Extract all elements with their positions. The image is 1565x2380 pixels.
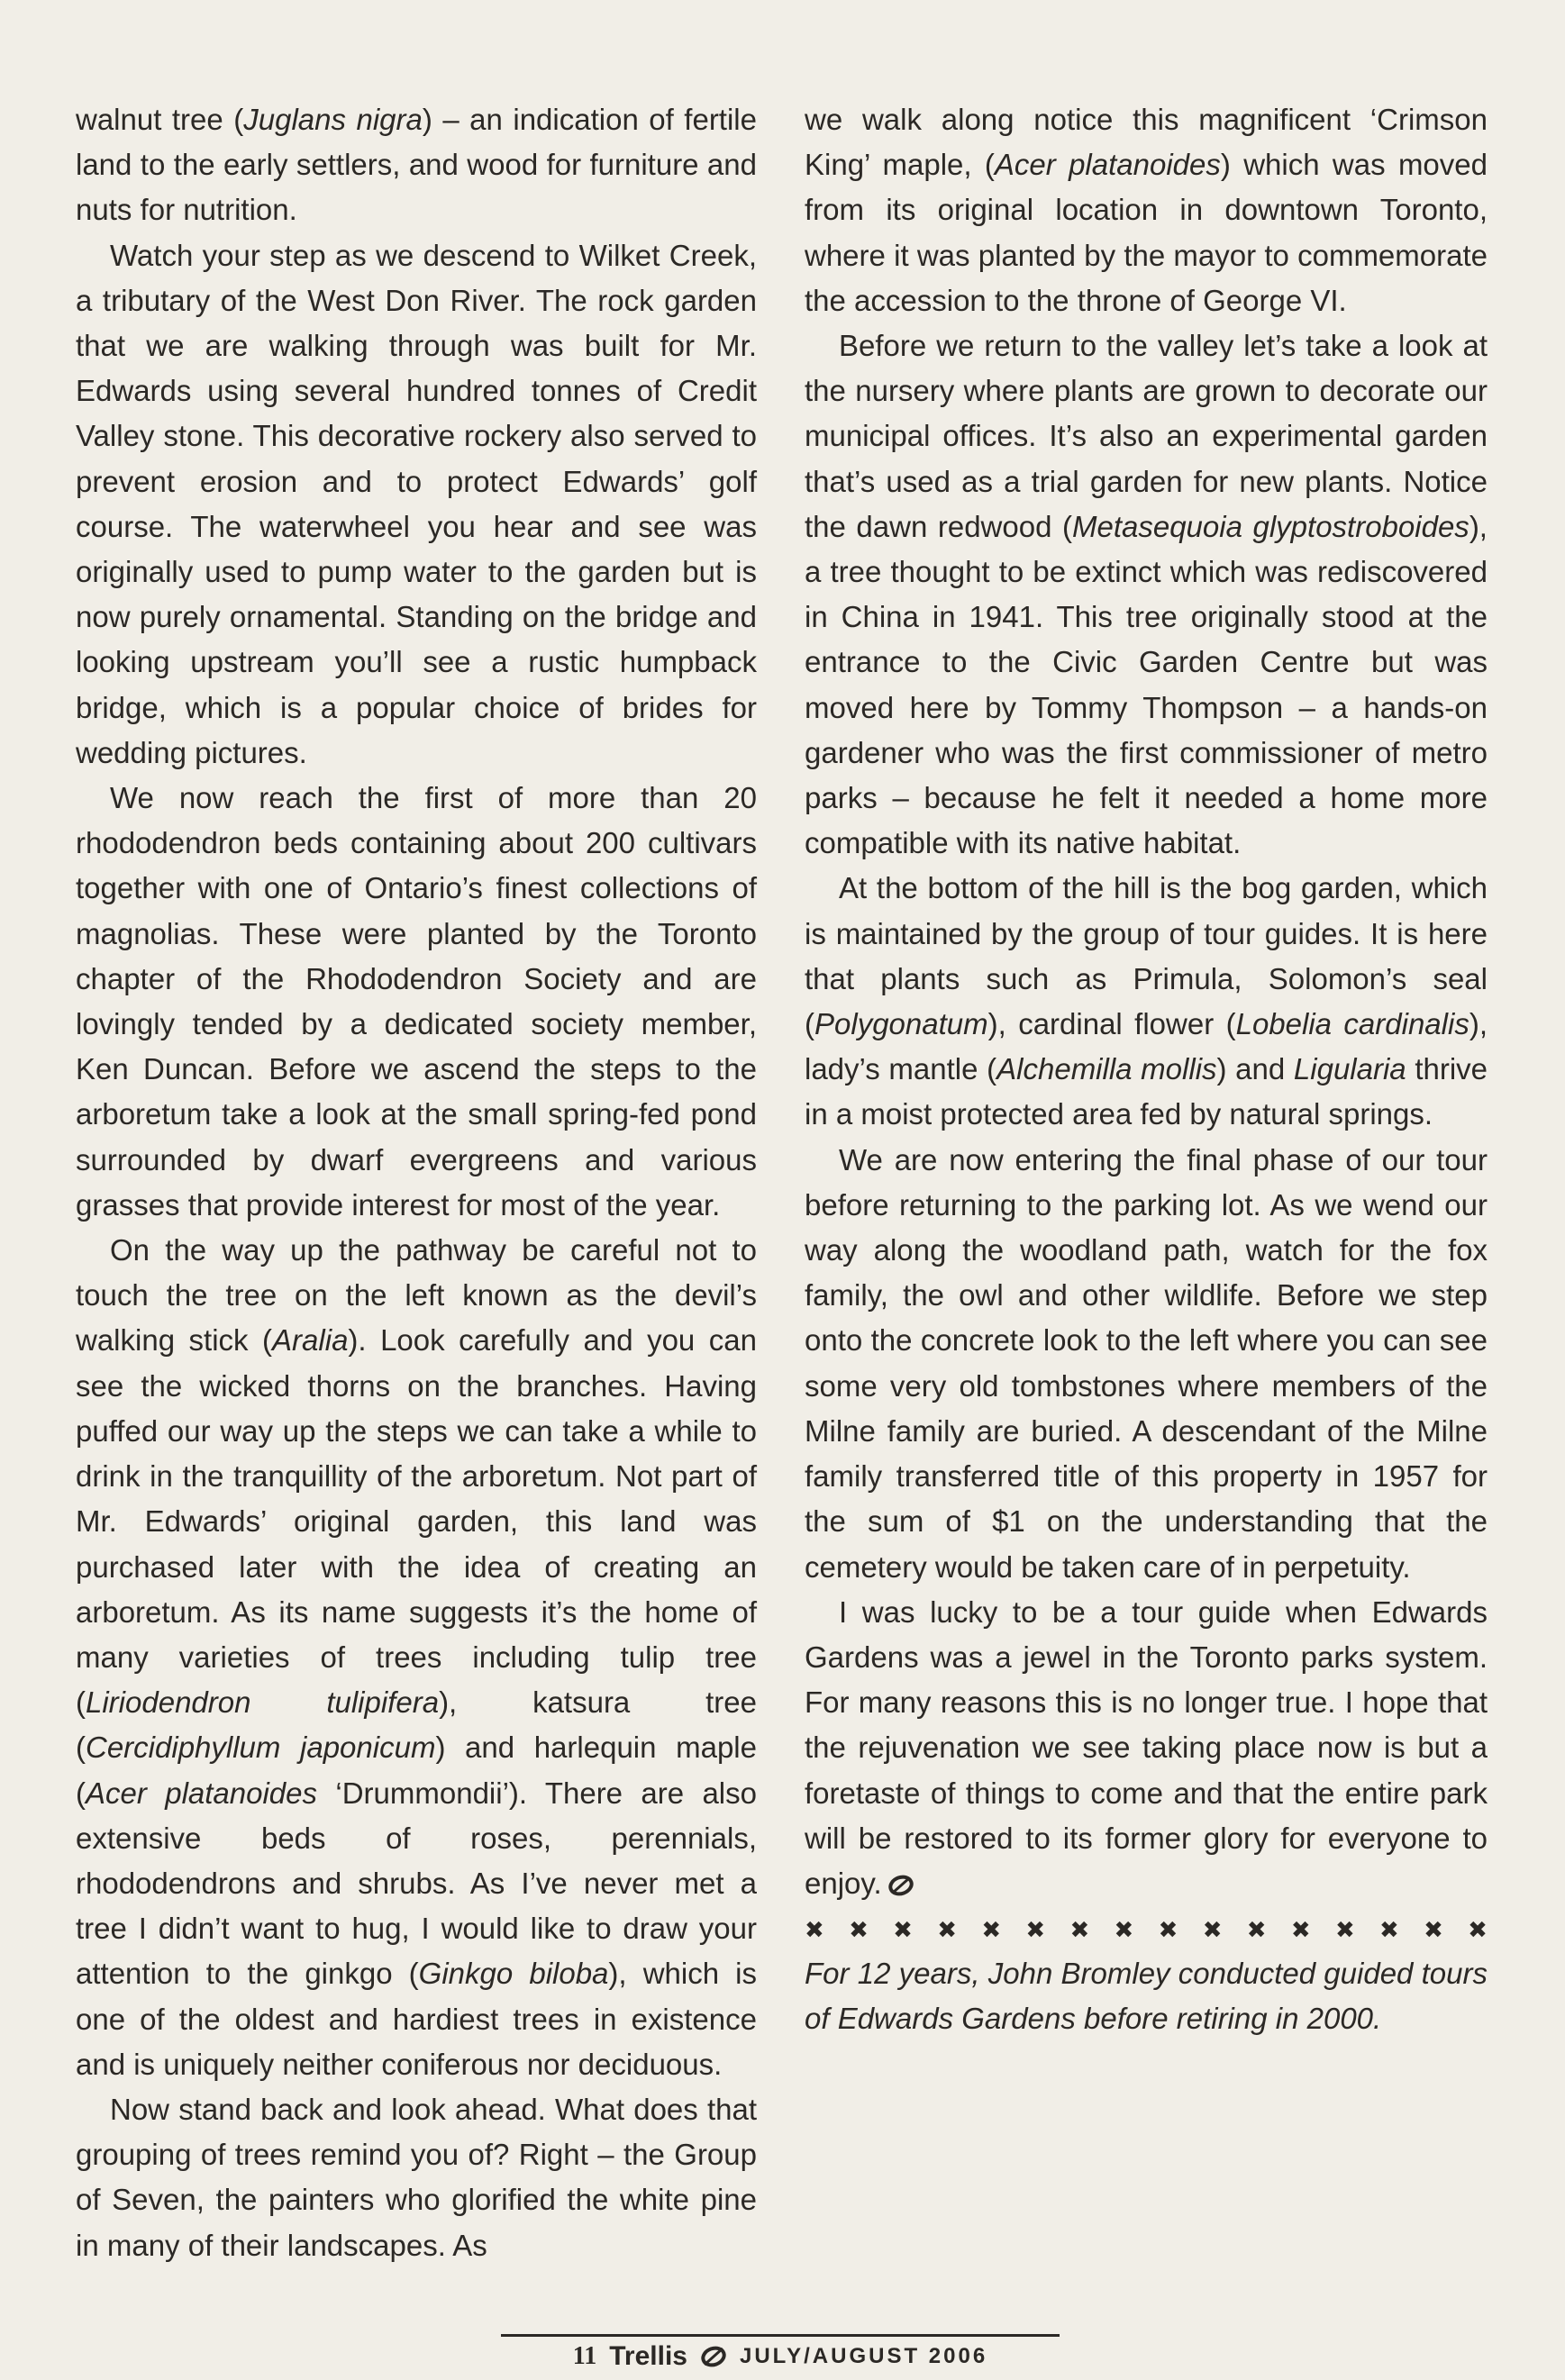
divider-ornament-icon: ✖ bbox=[805, 1916, 824, 1944]
divider-ornament-icon: ✖ bbox=[1290, 1916, 1311, 1944]
divider-ornament-icon: ✖ bbox=[1114, 1916, 1134, 1944]
divider-ornament-icon: ✖ bbox=[1246, 1916, 1267, 1944]
right-column bbox=[805, 97, 1488, 2042]
divider-ornament-icon: ✖ bbox=[1069, 1916, 1090, 1944]
paragraph: Before we return to the valley let’s take a look at the nursery where plants are grown to decorate our municipal offices. It’s also an experimental garden that’s used as a trial garden for new plants. Notice the dawn redwood (Metasequoia glyptostroboides), a tree thought to be extinct which was rediscovered in China in 1941. This tree originally stood at the entrance to the Civic Garden Centre but was moved here by Tommy Thompson – a hands-on gardener who was the first commissioner of metro parks – because he felt it needed a home more compatible with its native habitat. bbox=[805, 329, 1488, 860]
trellis-leaf-icon bbox=[700, 2345, 727, 2368]
left-column bbox=[76, 97, 757, 2268]
divider-ornament-icon: ✖ bbox=[1468, 1916, 1488, 1944]
divider-ornament-icon: ✖ bbox=[1379, 1916, 1399, 1944]
closing-text: I was lucky to be a tour guide when Edwards Gardens was a jewel in the Toronto parks system. For many reasons this is no longer true. I hope that the rejuvenation we see taking place now is but a foretaste of things to come and that the entire park will be restored to its former glory for everyone to enjoy. bbox=[805, 1594, 1488, 1900]
divider-ornament-icon: ✖ bbox=[893, 1916, 913, 1944]
page-number: 11 bbox=[572, 2342, 597, 2370]
divider-ornament-icon: ✖ bbox=[849, 1916, 869, 1944]
divider-ornament-icon: ✖ bbox=[1025, 1916, 1046, 1944]
paragraph: Watch your step as we descend to Wilket Creek, a tributary of the West Don River. The rock garden that we are walking through was built for Mr. Edwards using several hundred tonnes of Credit Valley stone. This decorative rockery also served to prevent erosion and to protect Edwards’ golf course. The waterwheel you hear and see was originally used to pump water to the garden but is now purely ornamental. Standing on the bridge and looking upstream you’ll see a rustic humpback bridge, which is a popular choice of brides for wedding pictures. bbox=[76, 238, 757, 769]
paragraph: We are now entering the final phase of our tour before returning to the parking lot. As we wend our way along the woodland path, watch for the fox family, the owl and other wildlife. Before we step onto the concrete look to the left where you can see some very old tombstones where members of the Milne family are buried. A descendant of the Milne family transferred title of this property in 1957 for the sum of $1 on the understanding that the cemetery would be taken care of in perpetuity. bbox=[805, 1142, 1488, 1584]
closing-paragraph bbox=[805, 1590, 1488, 1906]
divider-ornament-icon: ✖ bbox=[1202, 1916, 1223, 1944]
page-footer bbox=[501, 2334, 1060, 2375]
paragraph: On the way up the pathway be careful not to touch the tree on the left known as the devil’s walking stick (Aralia). Look carefully and you can see the wicked thorns on the branches. Having puffed our way up the steps we can take a while to drink in the tranquillity of the arboretum. Not part of Mr. Edwards’ original garden, this land was purchased later with the idea of creating an arboretum. As its name suggests it’s the home of many varieties of trees including tulip tree (Liriodendron tulipifera), katsura tree (Cercidiphyllum japonicum) and harlequin maple (Acer platanoides ‘Drummondii’). There are also extensive beds of roses, perennials, rhododendrons and shrubs. As I’ve never met a tree I didn’t want to hug, I would like to draw your attention to the ginkgo (Ginkgo biloba), which is one of the oldest and hardiest trees in existence and is uniquely neither coniferous nor deciduous. bbox=[76, 1233, 758, 2081]
section-divider bbox=[805, 1910, 1488, 1949]
paragraph: At the bottom of the hill is the bog garden, which is maintained by the group of tour guides. It is here that plants such as Primula, Solomon’s seal (Polygonatum), cardinal flower (Lobelia cardinalis), lady’s mantle (Alchemilla mollis) and Ligularia thrive in a moist protected area fed by natural springs. bbox=[805, 871, 1488, 1131]
paragraph: We now reach the first of more than 20 rhododendron beds containing about 200 cultivars together with one of Ontario’s finest collections of magnolias. These were planted by the Toronto chapter of the Rhododendron Society and are lovingly tended by a dedicated society member, Ken Duncan. Before we ascend the steps to the arboretum take a look at the small spring-fed pond surrounded by dwarf evergreens and various grasses that provide interest for most of the year. bbox=[76, 781, 757, 1222]
divider-ornament-icon: ✖ bbox=[981, 1916, 1002, 1944]
paragraph: Now stand back and look ahead. What does that grouping of trees remind you of? Right – the Group of Seven, the painters who glorified the white pine in many of their landscapes. As bbox=[76, 2092, 757, 2262]
divider-ornament-icon: ✖ bbox=[937, 1916, 958, 1944]
magazine-name: Trellis bbox=[609, 2341, 687, 2371]
paragraph: walnut tree (Juglans nigra) – an indication of fertile land to the early settlers, and wood for furniture and nuts for nutrition. bbox=[76, 103, 757, 227]
divider-ornament-icon: ✖ bbox=[1158, 1916, 1178, 1944]
trellis-end-mark-icon bbox=[887, 1875, 914, 1896]
issue-date: JULY/AUGUST 2006 bbox=[739, 2344, 988, 2368]
divider-ornament-icon: ✖ bbox=[1424, 1916, 1443, 1944]
paragraph: we walk along notice this magnificent ‘Crimson King’ maple, (Acer platanoides) which was moved from its original location in downtown Toronto, where it was planted by the mayor to commemorate the accession to the throne of George VI. bbox=[805, 103, 1488, 317]
divider-ornament-icon: ✖ bbox=[1334, 1916, 1355, 1944]
author-bio: For 12 years, John Bromley conducted guided tours of Edwards Gardens before retiring in 2000. bbox=[805, 1957, 1488, 2036]
